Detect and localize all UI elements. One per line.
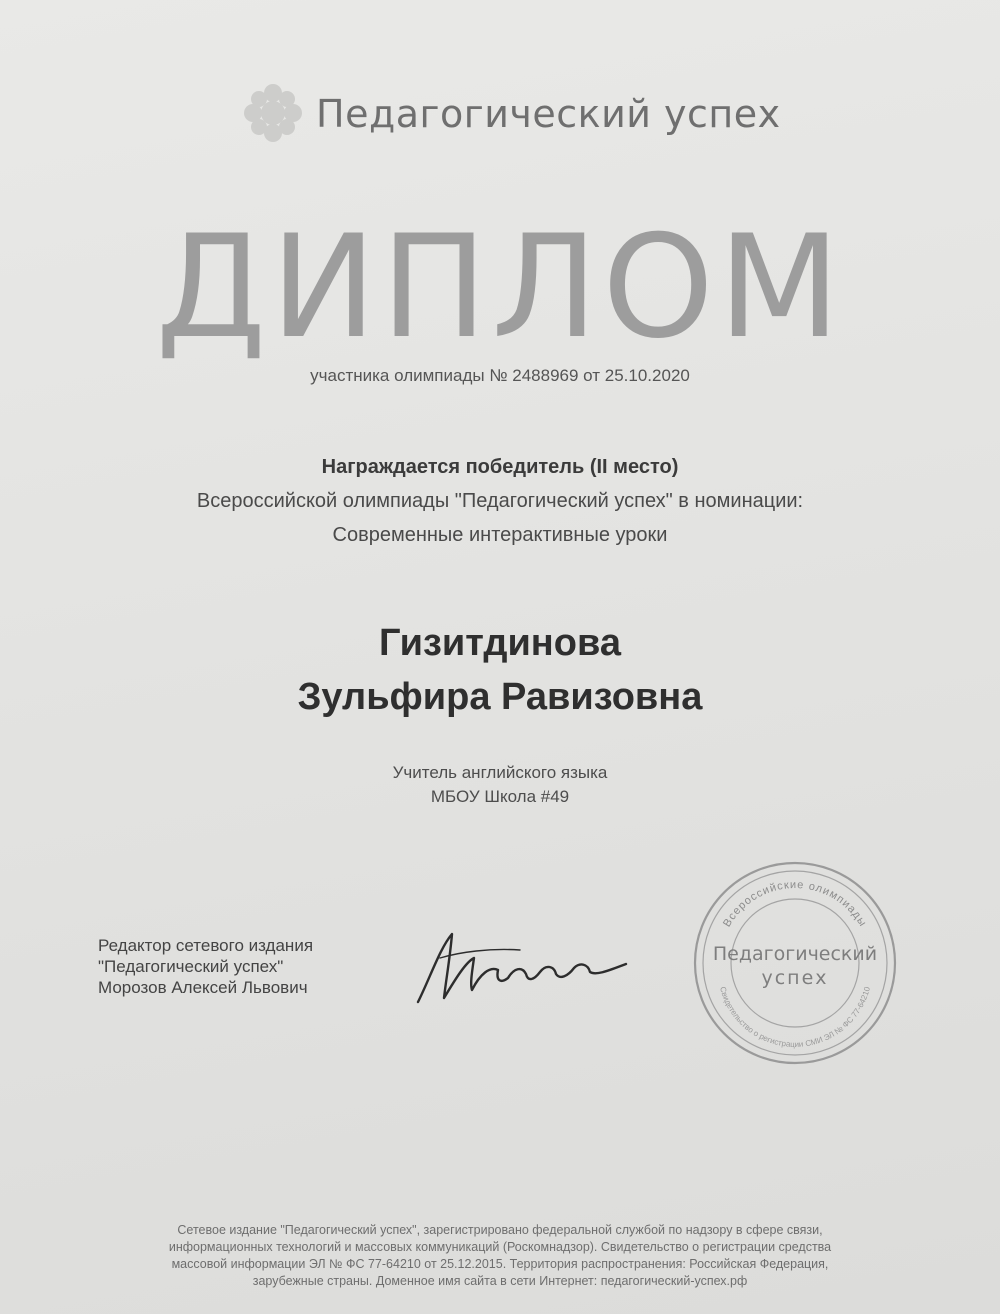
- stamp-center-line1: Педагогический: [712, 943, 878, 965]
- footer-line-2: информационных технологий и массовых коммуникаций (Роскомнадзор). Свидетельство о регистрации средства: [168, 1240, 832, 1254]
- diploma-title: ДИПЛОМ: [155, 205, 845, 370]
- editor-name: Морозов Алексей Львович: [98, 978, 308, 997]
- award-olympiad: Всероссийской олимпиады "Педагогический успех" в номинации:: [196, 490, 804, 512]
- participant-line: участника олимпиады № 2488969 от 25.10.2020: [310, 366, 690, 385]
- recipient-surname: Гизитдинова: [379, 622, 621, 664]
- svg-text:Свидетельство о регистрации СМ: [718, 985, 872, 1049]
- editor-block: [98, 935, 313, 998]
- footer-legal: [100, 1222, 900, 1290]
- stamp-seal: [690, 858, 900, 1068]
- recipient-position: Учитель английского языка: [392, 763, 608, 782]
- stamp-ring-top: Всероссийские олимпиады: [721, 878, 869, 930]
- signature-icon: [400, 918, 640, 1018]
- stamp-center-line2: успех: [761, 967, 829, 989]
- brand-name: Педагогический успех: [316, 92, 781, 136]
- brand-header: [240, 80, 780, 156]
- recipient-given-names: Зульфира Равизовна: [297, 676, 703, 718]
- editor-title: Редактор сетевого издания: [98, 936, 314, 955]
- recipient-organization: МБОУ Школа #49: [430, 787, 570, 806]
- award-lead: Награждается победитель (II место): [321, 456, 679, 478]
- award-nomination: Современные интерактивные уроки: [332, 524, 668, 546]
- footer-line-4: зарубежные страны. Доменное имя сайта в сети Интернет: педагогический-успех.рф: [252, 1274, 748, 1288]
- editor-publication: "Педагогический успех": [98, 957, 284, 976]
- stamp-ring-bottom: Свидетельство о регистрации СМИ ЭЛ № ФС 77-64210: [718, 985, 872, 1050]
- footer-line-3: массовой информации ЭЛ № ФС 77-64210 от 25.12.2015. Территория распространения: Российская Федерация,: [171, 1257, 829, 1271]
- footer-line-1: Сетевое издание "Педагогический успех", зарегистрировано федеральной службой по надзору в сфере связи,: [177, 1223, 823, 1237]
- brand-logo-icon: [240, 80, 306, 146]
